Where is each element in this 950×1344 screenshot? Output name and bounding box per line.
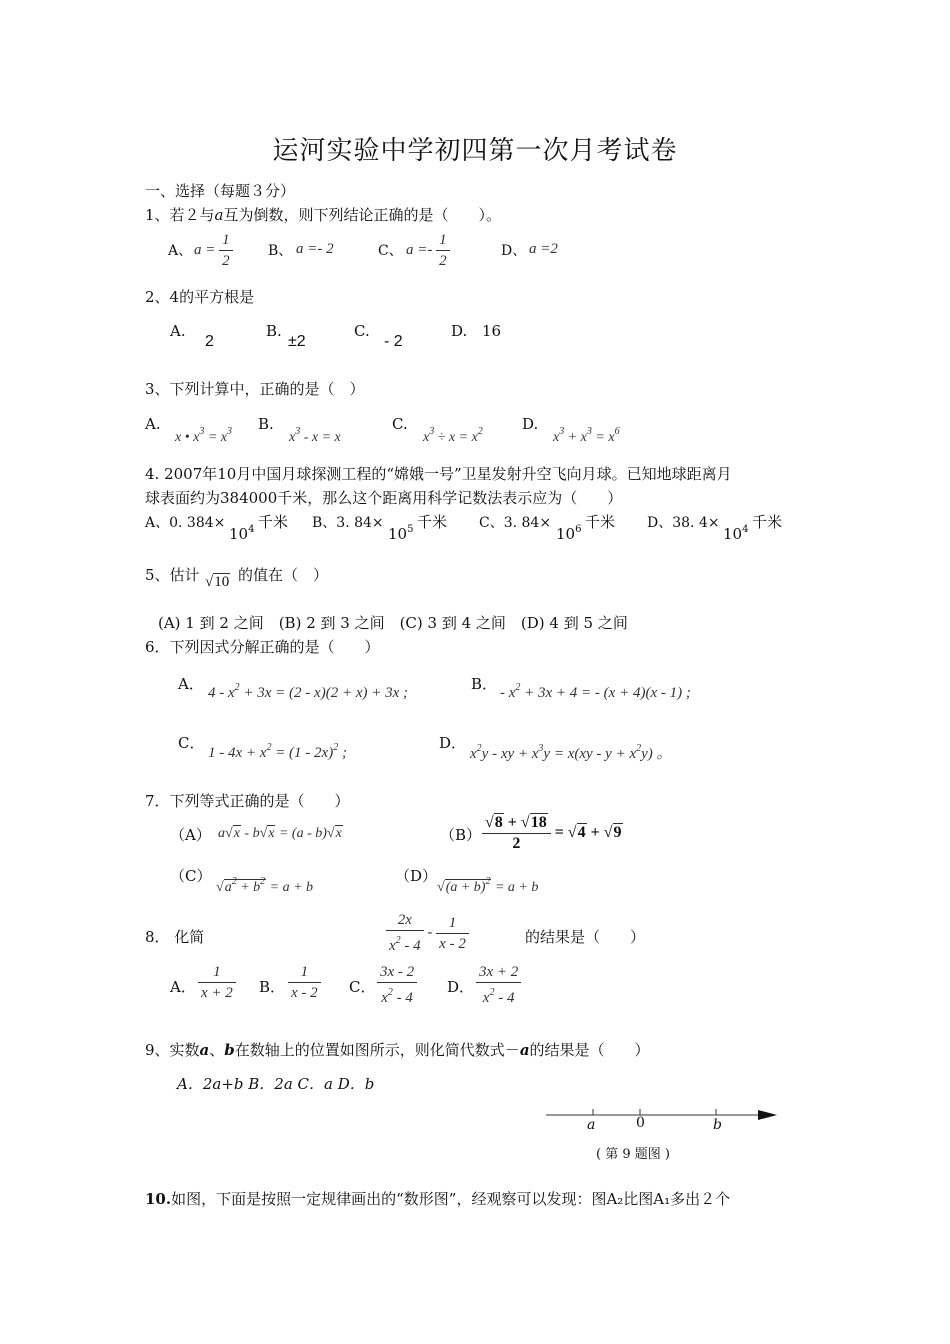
page-title: 运河实验中学初四第一次月考试卷 bbox=[272, 136, 678, 166]
q4-option-b-text: B、3. 84× bbox=[312, 515, 384, 531]
section-heading: 一、选择（每题３分） bbox=[145, 182, 296, 200]
q9-sep: 、 bbox=[209, 1041, 225, 1059]
q6-option-a: $4 - x^2 + 3x = (2 - x)(2 + x) + 3x$ ; bbox=[208, 682, 408, 701]
q4-option-a-unit: 千米 bbox=[258, 513, 289, 531]
q5-sqrt: √10 bbox=[205, 574, 230, 590]
q8-stem-end: 的结果是（ ） bbox=[525, 928, 646, 946]
q4-b-base: 10 bbox=[388, 525, 408, 543]
q2-option-c: - 2 bbox=[384, 333, 403, 350]
q2-option-d-label: D. bbox=[451, 322, 468, 340]
q1-option-c: a =- $\frac{1}{2}$ bbox=[406, 230, 450, 271]
q2-stem: 2、4的平方根是 bbox=[145, 288, 255, 306]
q7-option-c-label: （C） bbox=[170, 867, 212, 885]
q9-stem-end: 的结果是（ ） bbox=[529, 1041, 650, 1059]
q8-option-b-label: B． bbox=[259, 978, 286, 996]
q1-stem-var: a bbox=[214, 206, 224, 224]
number-line-arrow bbox=[758, 1110, 777, 1120]
q6-stem: 6．下列因式分解正确的是（ ） bbox=[145, 638, 380, 656]
q1-option-c-label: C、 bbox=[378, 243, 403, 259]
q7-option-a: a√x - b√x = (a - b)√x bbox=[218, 826, 342, 841]
q10-number: 10. bbox=[145, 1190, 172, 1208]
q2-option-a: 2 bbox=[205, 333, 214, 350]
q7-option-a-label: （A） bbox=[170, 826, 211, 844]
number-line bbox=[540, 1100, 785, 1140]
q2-option-a-label: A. bbox=[170, 322, 186, 340]
q4-option-d-unit: 千米 bbox=[752, 513, 783, 531]
q6-option-c: $1 - 4x + x^2 = (1 - 2x)^2$ ; bbox=[208, 742, 347, 761]
q8-option-d: $\frac{3x + 2}{x^2 - 4}$ bbox=[476, 962, 521, 1008]
q8-option-a-label: A． bbox=[170, 978, 196, 996]
q4-option-a bbox=[145, 512, 225, 532]
q3-option-c-label: C. bbox=[392, 415, 408, 433]
q6-option-d-label: D． bbox=[439, 734, 467, 752]
q3-option-d: $x^3 + x^3 = x^6$ bbox=[553, 426, 620, 445]
q4-option-a-text: A、0. 384× bbox=[145, 515, 226, 531]
q4-line-1: 4. 2007年10月中国月球探测工程的“嫦娥一号”卫星发射升空飞向月球。已知地球距离月 bbox=[145, 465, 732, 483]
q2-option-c-label: C. bbox=[354, 322, 370, 340]
q5-stem-start: 5、估计 bbox=[145, 566, 200, 584]
q8-expression: $\frac{2x}{x^2 - 4}$ - $\frac{1}{x - 2}$ bbox=[386, 910, 469, 956]
q2-option-d: 16 bbox=[482, 322, 502, 340]
q9-stem-mid: 在数轴上的位置如图所示，则化简代数式－ bbox=[234, 1041, 520, 1059]
q6-option-a-label: A． bbox=[178, 675, 204, 693]
q3-option-d-label: D. bbox=[522, 415, 539, 433]
q3-option-c: $x^3 \div x = x^2$ bbox=[423, 426, 483, 445]
q7-option-b-label: （B） bbox=[440, 826, 482, 844]
q7-option-d: $√(a + b)^2 = a + b$ bbox=[437, 876, 539, 895]
q4-c-base: 10 bbox=[556, 525, 576, 543]
q1-option-b-label: B、 bbox=[268, 243, 293, 259]
q1-option-d-label: D、 bbox=[501, 243, 527, 259]
axis-label-a: a bbox=[587, 1117, 596, 1133]
q9-stem-var: a bbox=[519, 1041, 530, 1059]
q4-option-b-power bbox=[388, 524, 413, 543]
q4-option-d-text: D、38. 4× bbox=[647, 515, 720, 531]
q6-option-d: $x^2y$ - xy + $x^3y = x(xy - y + x^2y)$ 。 bbox=[470, 743, 672, 762]
q4-d-base: 10 bbox=[723, 525, 743, 543]
q3-option-a-label: A. bbox=[145, 415, 161, 433]
q3-option-b-label: B. bbox=[258, 415, 274, 433]
q3-option-b: $x^3 - x = x$ bbox=[289, 426, 341, 445]
q6-option-b-label: B． bbox=[471, 675, 498, 693]
q5-radicand: 10 bbox=[214, 574, 230, 590]
q1-stem-rest: 互为倒数，则下列结论正确的是（ ）。 bbox=[223, 206, 502, 224]
q9-var-b: b bbox=[224, 1041, 235, 1059]
q4-d-exp: 4 bbox=[742, 524, 749, 535]
q8-stem: 8． 化简 bbox=[145, 928, 205, 946]
q2-option-b-label: B. bbox=[266, 322, 282, 340]
q4-b-exp: 5 bbox=[407, 524, 414, 535]
q4-option-b-unit: 千米 bbox=[417, 513, 448, 531]
q9-stem-a: 9、实数 bbox=[145, 1041, 200, 1059]
q4-a-exp: 4 bbox=[248, 524, 255, 535]
q10-body: 如图，下面是按照一定规律画出的“数形图”，经观察可以发现：图A₂比图A₁多出２个 bbox=[171, 1190, 731, 1208]
figure-caption: ( 第 9 题图 ) bbox=[596, 1147, 670, 1162]
q2-option-b: ±2 bbox=[288, 333, 306, 350]
q4-a-base: 10 bbox=[229, 525, 249, 543]
q4-option-a-power bbox=[229, 524, 254, 543]
q6-option-b: - $x^2 + 3x + 4$ = - (x + 4)(x - 1) ; bbox=[500, 682, 691, 701]
q8-option-c: $\frac{3x - 2}{x^2 - 4}$ bbox=[377, 962, 417, 1008]
q1-stem bbox=[145, 204, 501, 225]
q7-option-c: $√a^2 + b^2 = a + b$ bbox=[216, 876, 314, 895]
q4-c-exp: 6 bbox=[575, 524, 582, 535]
q4-option-c-unit: 千米 bbox=[585, 513, 616, 531]
q7-stem: 7．下列等式正确的是（ ） bbox=[145, 792, 350, 810]
q10-text bbox=[145, 1188, 730, 1209]
q4-line-2: 球表面约为384000千米，那么这个距离用科学记数法表示应为（ ） bbox=[145, 489, 623, 507]
q9-var-a: a bbox=[199, 1041, 210, 1059]
q4-option-d-power bbox=[723, 524, 748, 543]
q5-options: (A) 1 到 2 之间 (B) 2 到 3 之间 (C) 3 到 4 之间 (D) 4 到 5 之间 bbox=[158, 614, 628, 632]
q9-options: A．2a+b B．2a C．a D．b bbox=[177, 1075, 375, 1093]
q3-option-a: x • $x^3 = x^3$ bbox=[175, 426, 233, 445]
q1-stem-text: 1、若２与 bbox=[145, 206, 215, 224]
q7-option-d-label: （D） bbox=[395, 867, 438, 885]
q8-option-a: $\frac{1}{x + 2}$ bbox=[198, 962, 236, 1003]
q4-option-c-power bbox=[556, 524, 581, 543]
axis-label-b: b bbox=[713, 1117, 722, 1133]
q5-stem-end: 的值在（ ） bbox=[238, 566, 329, 584]
q1-option-a-label: A、 bbox=[168, 243, 193, 259]
q6-option-c-label: C． bbox=[178, 734, 205, 752]
q1-option-d: a =2 bbox=[529, 241, 558, 257]
q1-option-a: a = $\frac{1}{2}$ bbox=[194, 230, 233, 271]
q4-option-c-text: C、3. 84× bbox=[479, 515, 552, 531]
q8-option-d-label: D． bbox=[447, 978, 475, 996]
q3-stem: 3、下列计算中，正确的是（ ） bbox=[145, 380, 365, 398]
axis-label-0: 0 bbox=[636, 1115, 645, 1131]
q8-option-b: $\frac{1}{x - 2}$ bbox=[288, 962, 321, 1003]
q9-stem bbox=[145, 1039, 650, 1060]
q1-option-b: a =- 2 bbox=[296, 241, 334, 257]
q7-option-b: $\frac{√8 + √18}{2}$ = √4 + √9 bbox=[482, 813, 623, 854]
q8-option-c-label: C． bbox=[349, 978, 376, 996]
